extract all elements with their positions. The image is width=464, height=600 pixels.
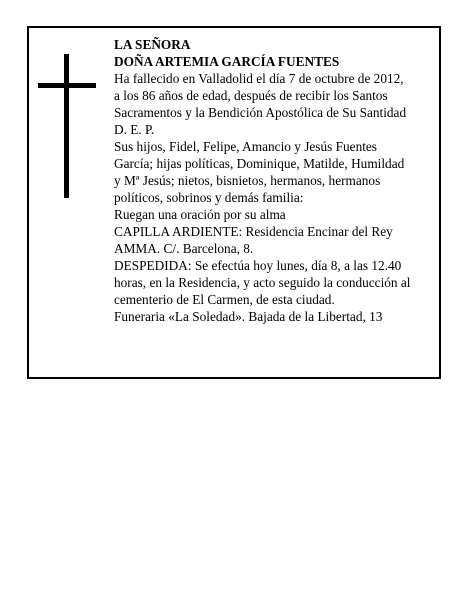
notice-line: Ha fallecido en Valladolid el día 7 de octubre de 2012, [114, 71, 404, 86]
notice-line: Sacramentos y la Bendición Apostólica de Su Santidad [114, 105, 407, 120]
notice-heading-title: LA SEÑORA [114, 37, 191, 52]
notice-line: D. E. P. [114, 122, 155, 137]
notice-line: Sus hijos, Fidel, Felipe, Amancio y Jesús Fuentes [114, 139, 377, 154]
notice-line: García; hijas políticas, Dominique, Matilde, Humildad [114, 156, 405, 171]
cross-vertical-bar [64, 54, 69, 198]
notice-line: CAPILLA ARDIENTE: Residencia Encinar del Rey [114, 224, 393, 239]
notice-line: AMMA. C/. Barcelona, 8. [114, 241, 254, 256]
notice-line: Ruegan una oración por su alma [114, 207, 286, 222]
notice-heading-name: DOÑA ARTEMIA GARCÍA FUENTES [114, 54, 340, 69]
notice-line: Funeraria «La Soledad». Bajada de la Libertad, 13 [114, 309, 383, 324]
cross-horizontal-bar [38, 83, 96, 88]
notice-line: y Mª Jesús; nietos, bisnietos, hermanos, hermanos [114, 173, 381, 188]
notice-line: DESPEDIDA: Se efectúa hoy lunes, día 8, a las 12.40 [114, 258, 402, 273]
notice-line: cementerio de El Carmen, de esta ciudad. [114, 292, 335, 307]
notice-line: horas, en la Residencia, y acto seguido la conducción al [114, 275, 411, 290]
obituary-text [114, 36, 440, 325]
notice-line: a los 86 años de edad, después de recibir los Santos [114, 88, 388, 103]
notice-line: políticos, sobrinos y demás familia: [114, 190, 304, 205]
